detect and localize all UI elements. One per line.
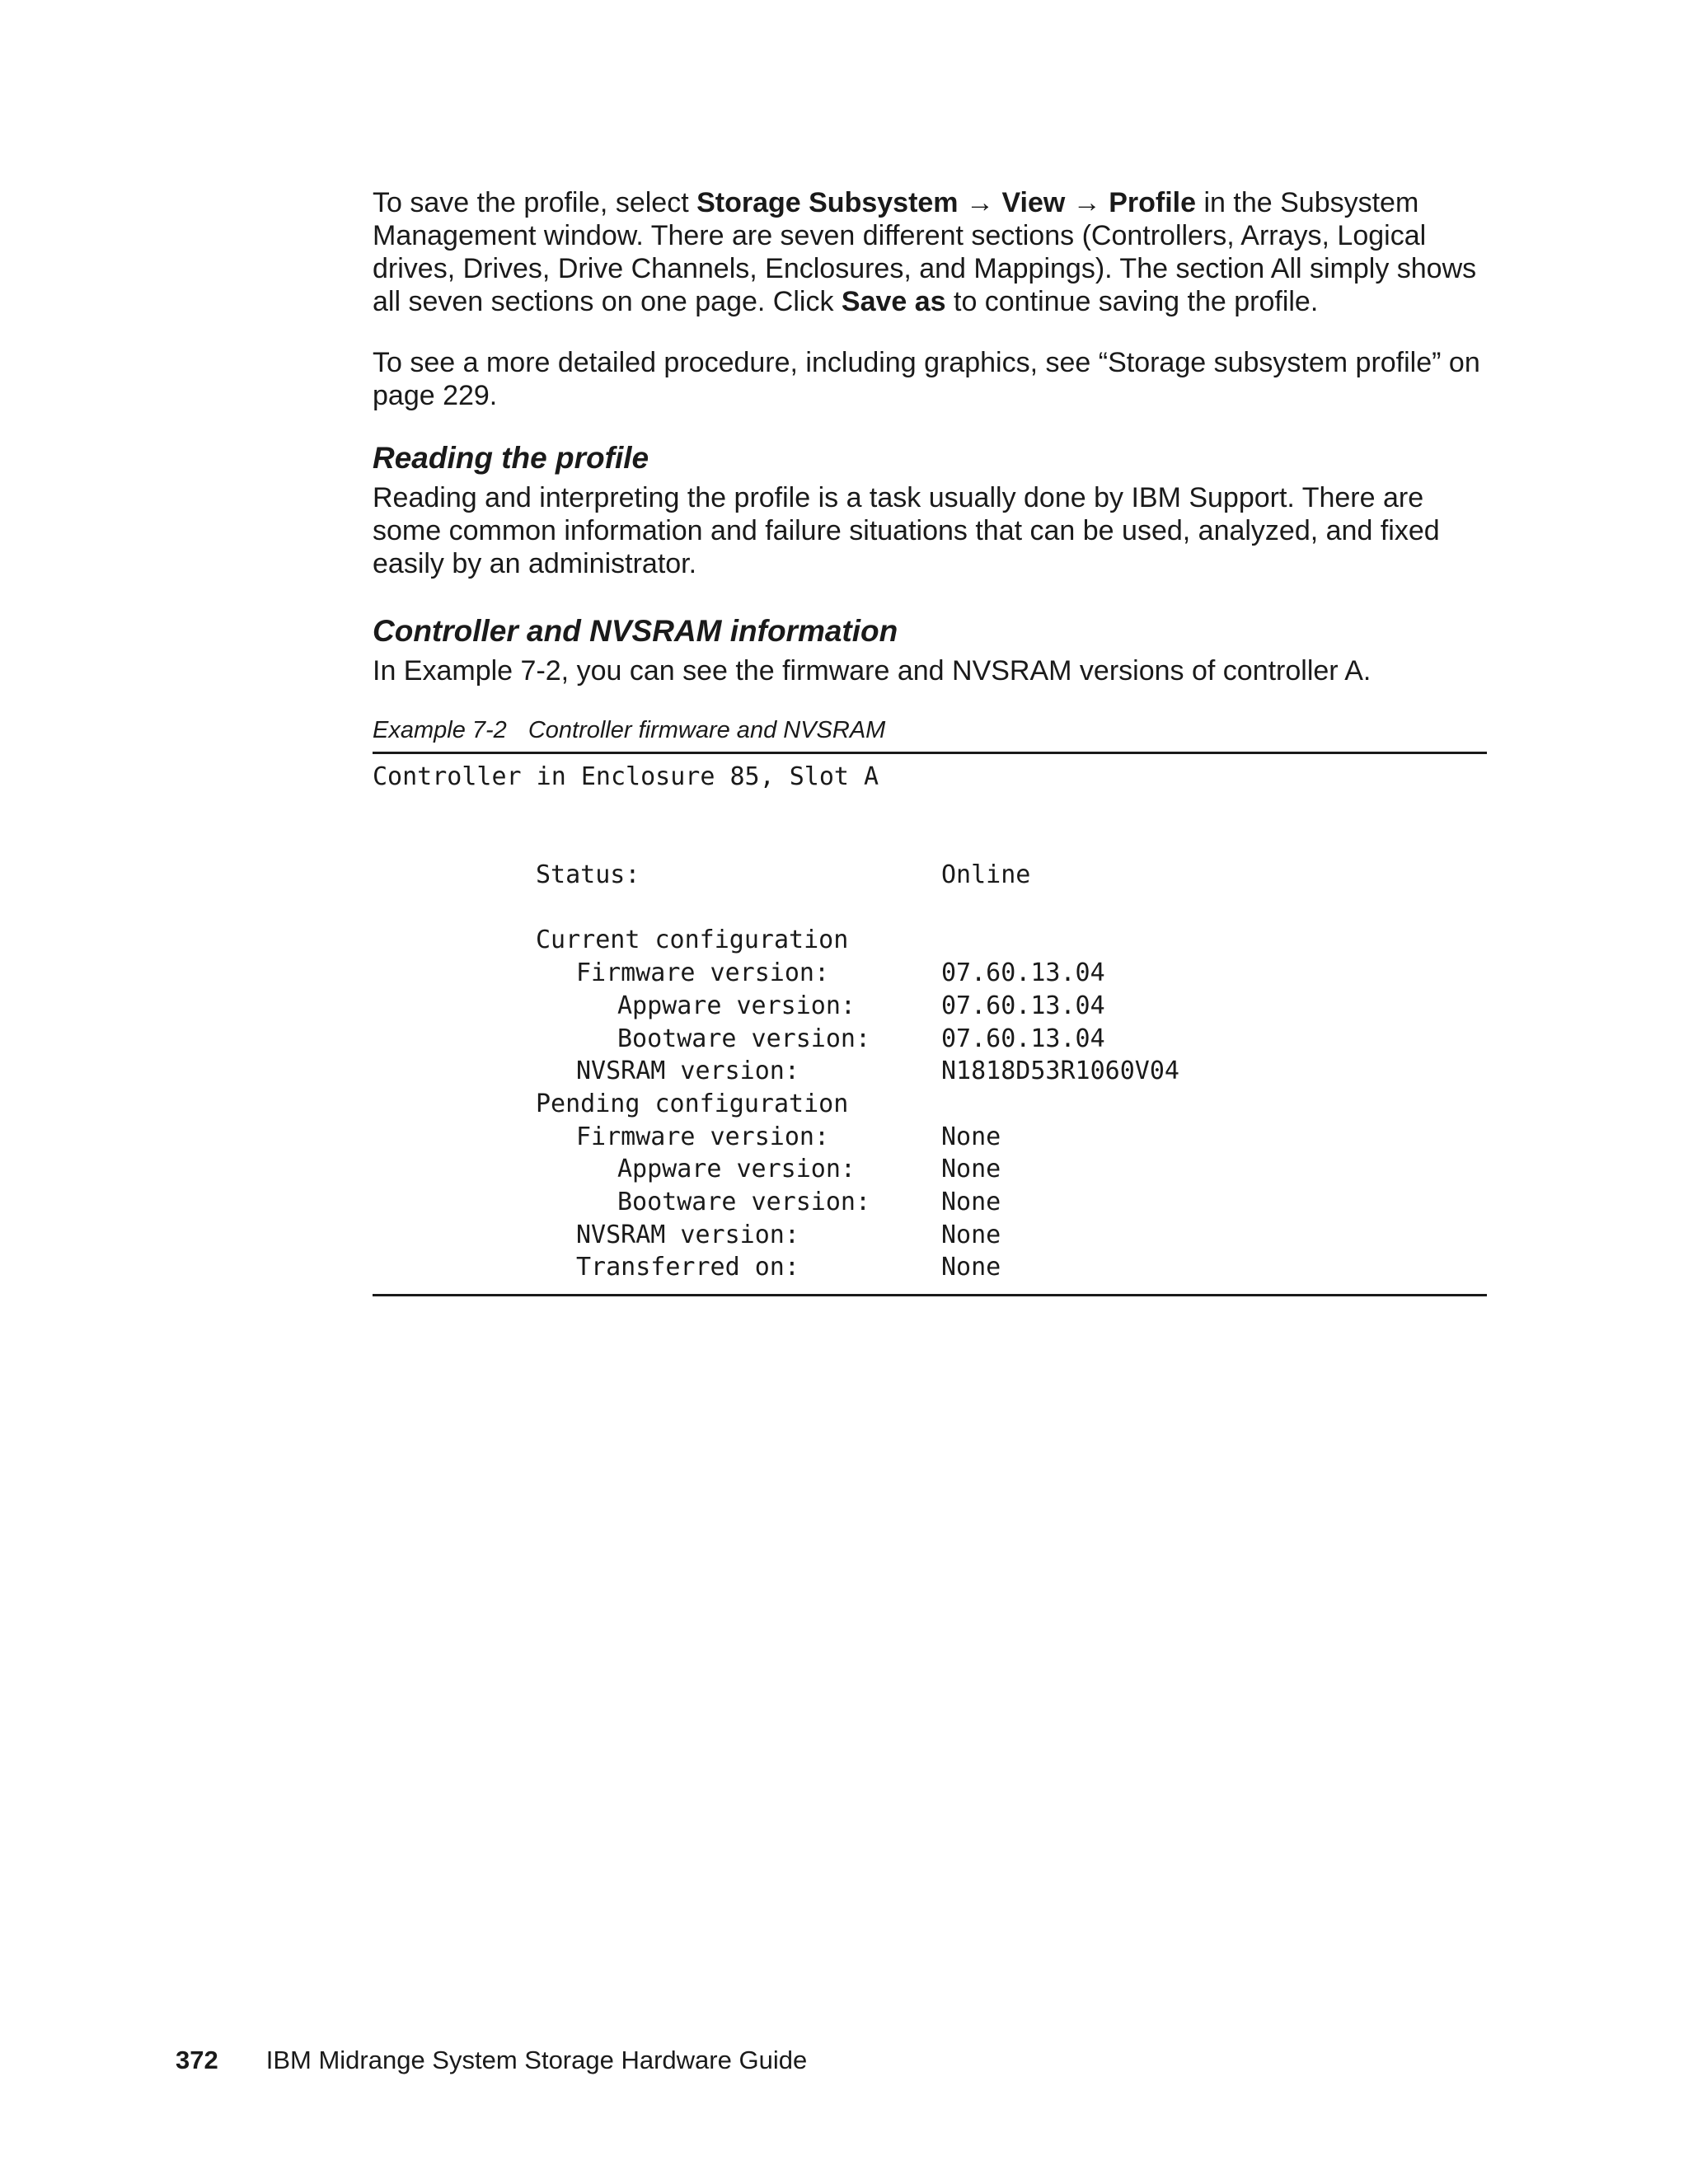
code-line-pending-configuration xyxy=(373,1088,1487,1121)
code-label: Transferred on: xyxy=(576,1253,799,1282)
code-value: 07.60.13.04 xyxy=(941,991,1105,1020)
code-line xyxy=(373,826,1487,859)
section-heading-controller-nvsram: Controller and NVSRAM information xyxy=(373,614,898,648)
code-label: NVSRAM version: xyxy=(576,1220,799,1249)
menu-path-profile: Profile xyxy=(1109,187,1197,218)
code-example xyxy=(373,752,1487,1296)
example-caption xyxy=(373,715,1487,745)
code-label: Firmware version: xyxy=(576,958,830,988)
code-line-bootware-version xyxy=(373,1186,1487,1219)
code-label: Appware version: xyxy=(617,1155,856,1184)
code-value: 07.60.13.04 xyxy=(941,958,1105,988)
code-value: Online xyxy=(941,860,1031,890)
code-line-firmware-version xyxy=(373,1121,1487,1154)
menu-arrow: → xyxy=(958,187,1002,218)
code-line-bootware-version xyxy=(373,1023,1487,1056)
menu-path-view: View xyxy=(1001,187,1066,218)
code-label: Pending configuration xyxy=(536,1089,849,1118)
intro-paragraph-procedure: To see a more detailed procedure, including graphics, see “Storage subsystem profile” on page 229. xyxy=(373,347,1480,411)
code-label: Status: xyxy=(536,860,640,890)
code-line-appware-version xyxy=(373,1153,1487,1186)
code-value: N1818D53R1060V04 xyxy=(941,1057,1179,1086)
code-line-current-configuration xyxy=(373,924,1487,957)
text-run: To save the profile, select xyxy=(373,187,697,218)
code-value: None xyxy=(941,1155,1001,1184)
code-label: Bootware version: xyxy=(617,1187,871,1216)
code-label: Current configuration xyxy=(536,926,849,955)
code-label: Bootware version: xyxy=(617,1024,871,1053)
code-value: None xyxy=(941,1253,1001,1282)
code-line-status xyxy=(373,859,1487,892)
text-run: to continue saving the profile. xyxy=(945,286,1319,317)
code-label: NVSRAM version: xyxy=(576,1057,799,1086)
code-line-transferred-on xyxy=(373,1251,1487,1284)
book-title: IBM Midrange System Storage Hardware Guide xyxy=(265,2046,808,2074)
code-label: Firmware version: xyxy=(576,1122,830,1151)
page-footer xyxy=(176,2044,807,2077)
reading-profile-paragraph: Reading and interpreting the profile is a task usually done by IBM Support. There are some common information and failure situations that can be used, analyzed, and fixed easily by an administrator. xyxy=(373,482,1440,579)
code-line xyxy=(373,794,1487,827)
code-value: None xyxy=(941,1187,1001,1216)
code-value: None xyxy=(941,1220,1001,1249)
code-line-appware-version xyxy=(373,990,1487,1023)
code-line-nvsram-version xyxy=(373,1055,1487,1088)
code-header-line: Controller in Enclosure 85, Slot A xyxy=(373,762,879,791)
code-value: None xyxy=(941,1122,1001,1151)
text-run: in the Subsystem Management window. There are seven different sections (Controllers, Arrays, Logical drives, Drives, Drive Channels, Enclosures, and Mappings). The section All simply shows all seven sections on one page. Click xyxy=(373,187,1477,317)
example-title: Controller firmware and NVSRAM xyxy=(528,717,886,743)
page-content xyxy=(373,186,1487,1296)
code-line xyxy=(373,892,1487,925)
menu-path-storage-subsystem: Storage Subsystem xyxy=(696,187,959,218)
code-value: 07.60.13.04 xyxy=(941,1024,1105,1053)
controller-nvsram-paragraph: In Example 7-2, you can see the firmware and NVSRAM versions of controller A. xyxy=(373,655,1372,687)
code-line-nvsram-version xyxy=(373,1219,1487,1252)
code-line-firmware-version xyxy=(373,957,1487,990)
page-number: 372 xyxy=(176,2046,218,2074)
menu-arrow: → xyxy=(1065,187,1109,218)
save-as-label: Save as xyxy=(841,286,946,317)
section-heading-reading-profile: Reading the profile xyxy=(373,441,649,475)
code-label: Appware version: xyxy=(617,991,856,1020)
intro-paragraph-save-profile xyxy=(373,186,1487,318)
example-number: Example 7-2 xyxy=(373,717,507,743)
